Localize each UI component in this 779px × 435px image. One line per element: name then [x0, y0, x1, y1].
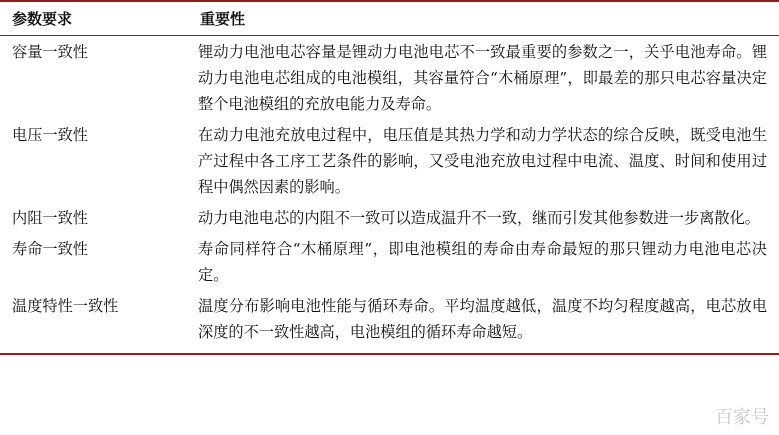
row-desc: 在动力电池充放电过程中，电压值是其热力学和动力学状态的综合反映，既受电池生产过程中各工序工艺条件的影响，又受电池充放电过程中电流、温度、时间和使用过程中偶然因素的影响。 [198, 125, 767, 196]
row-param: 容量一致性 [12, 42, 88, 61]
table-row [0, 202, 779, 233]
row-param: 电压一致性 [12, 125, 88, 144]
row-desc: 寿命同样符合“木桶原理”，即电池模组的寿命由寿命最短的那只锂动力电池电芯决定。 [198, 239, 767, 284]
table-row [0, 35, 779, 119]
header-param: 参数要求 [0, 1, 188, 35]
row-desc: 锂动力电池电芯容量是锂动力电池电芯不一致最重要的参数之一，关乎电池寿命。锂动力电池电芯组成的电池模组，其容量符合“木桶原理”，即最差的那只电芯容量决定整个电池模组的充放电能力及寿命。 [198, 42, 767, 113]
table-header-row [0, 1, 779, 35]
table-row [0, 119, 779, 202]
watermark: 百家号 [715, 407, 769, 428]
table-row [0, 233, 779, 290]
row-desc: 温度分布影响电池性能与循环寿命。平均温度越低，温度不均匀程度越高，电芯放电深度的不一致性越高，电池模组的循环寿命越短。 [188, 290, 779, 354]
row-desc: 动力电池电芯的内阻不一致可以造成温升不一致，继而引发其他参数进一步离散化。 [198, 208, 760, 227]
header-importance: 重要性 [188, 1, 779, 35]
row-param: 寿命一致性 [12, 239, 88, 258]
table-row [0, 290, 779, 354]
row-param: 温度特性一致性 [0, 290, 188, 354]
row-param: 内阻一致性 [12, 208, 88, 227]
